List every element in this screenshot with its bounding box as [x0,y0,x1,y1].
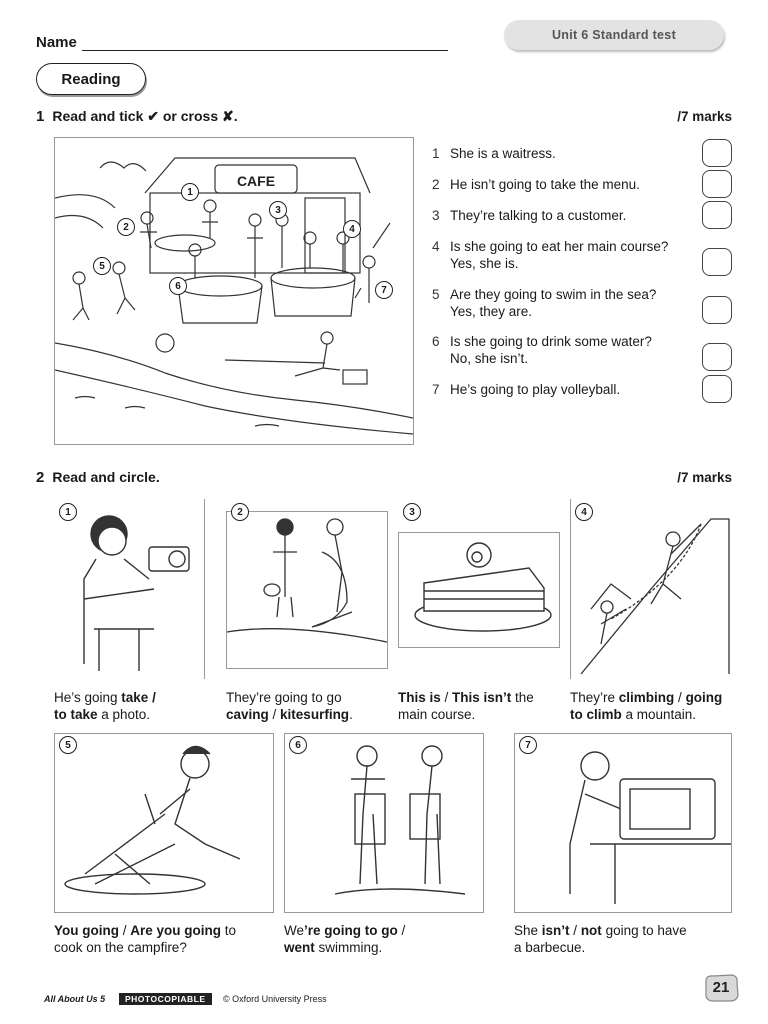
q1-item [432,207,702,224]
q1-heading [36,108,238,126]
caption-text: We [284,923,305,938]
wet-girls-picture [284,733,484,913]
tick-box-6[interactable] [702,343,732,371]
caption-text: / [118,923,131,938]
page-number: 21 [712,979,730,996]
choice-option[interactable]: to climb [570,707,622,722]
scene-callout-3: 3 [269,201,287,219]
q2-heading [36,469,160,487]
q1-item-answer: No, she isn’t. [450,351,529,366]
choice-option[interactable]: climbing [618,690,675,705]
unit-badge: Unit 6 Standard test [504,20,724,50]
q1-item [432,333,702,367]
q1-item-number: 4 [432,239,440,254]
beach-scene-drawing [55,138,413,444]
choice-option[interactable]: going [685,690,723,705]
caption-text: / [440,690,453,705]
page-number-badge [702,973,740,1003]
q1-item-number: 2 [432,177,440,192]
tick-box-4[interactable] [702,248,732,276]
caption-text: They’re [570,690,619,705]
q2-marks: /7 marks [677,470,732,485]
beach-pair-drawing [227,512,387,668]
q2-caption-7 [514,922,730,956]
publisher-credit: © Oxford University Press [223,994,327,1004]
name-line [82,50,448,51]
q2-caption-4 [570,689,750,723]
girls-towels-drawing [285,734,483,912]
choice-option[interactable]: ’re going to go [304,923,398,938]
caption-text: / [569,923,581,938]
scene-callout-2: 2 [117,218,135,236]
caption-text: a mountain. [621,707,697,722]
q2-caption-5 [54,922,264,956]
caption-text: cook on the campfire? [54,940,187,955]
choice-option[interactable]: caving [226,707,269,722]
beach-cafe-illustration [54,137,414,445]
q1-marks: /7 marks [677,109,732,124]
q1-item-number: 7 [432,382,440,397]
q2-number: 2 [36,469,45,486]
choice-option[interactable]: isn’t [541,923,570,938]
name-label: Name [36,34,77,51]
q1-item-number: 5 [432,287,440,302]
tick-box-7[interactable] [702,375,732,403]
caption-text: He’s going [54,690,122,705]
q1-item-number: 3 [432,208,440,223]
q2-pic-number-1: 1 [59,503,77,521]
caption-text: going to have [601,923,687,938]
choice-option[interactable]: This isn’t [452,690,512,705]
choice-option[interactable]: Are you going [130,923,221,938]
q1-number: 1 [36,108,45,125]
q1-item [432,176,702,193]
q2-caption-1 [54,689,219,723]
caption-text: She [514,923,542,938]
q1-item-number: 1 [432,146,440,161]
scene-callout-6: 6 [169,277,187,295]
caption-text: a photo. [97,707,151,722]
q1-item-text: They’re talking to a customer. [450,208,627,223]
q2-instruction: Read and circle. [52,469,160,485]
scene-callout-5: 5 [93,257,111,275]
cake-drawing [399,533,559,647]
q1-item-text: Are they going to swim in the sea? [450,287,657,302]
caption-text: swimming. [314,940,383,955]
beach-kitesurfing-picture [226,511,388,669]
campfire-picture [54,733,274,913]
tick-box-1[interactable] [702,139,732,167]
photocopiable-badge: PHOTOCOPIABLE [119,993,212,1005]
q2-caption-3 [398,689,563,723]
caption-text: / [397,923,406,938]
mountain-climbing-picture [570,499,731,679]
choice-option[interactable]: to take [54,707,98,722]
section-pill: Reading [36,63,146,95]
caption-text: main course. [398,707,476,722]
q1-instruction: Read and tick ✔ or cross ✘. [52,108,238,124]
q1-item [432,381,702,398]
caption-text: They’re going to go [226,690,342,705]
choice-option[interactable]: take / [121,690,156,705]
oven-picture [514,733,732,913]
scene-callout-1: 1 [181,183,199,201]
q1-item-answer: Yes, she is. [450,256,519,271]
scene-callout-4: 4 [343,220,361,238]
caption-text: to [221,923,237,938]
caption-text: a barbecue. [514,940,586,955]
choice-option[interactable]: You going [54,923,119,938]
girl-oven-drawing [515,734,731,912]
q1-item [432,145,702,162]
scene-callout-7: 7 [375,281,393,299]
q1-item [432,238,702,272]
series-title: All About Us 5 [44,994,106,1004]
boy-camera-drawing [54,499,204,679]
cafe-sign: CAFE [236,173,276,189]
photo-boy-camera-picture [54,499,205,679]
caption-text: . [349,707,353,722]
q1-item [432,286,702,320]
caption-text: / [674,690,686,705]
q1-item-text: Is she going to eat her main course? [450,239,669,254]
q2-pic-number-4: 4 [575,503,593,521]
choice-option[interactable]: kitesurfing [280,707,350,722]
q1-item-answer: Yes, they are. [450,304,533,319]
choice-option[interactable]: not [580,923,602,938]
q2-pic-number-5: 5 [59,736,77,754]
cake-picture [398,532,560,648]
tick-box-3[interactable] [702,201,732,229]
caption-text: / [268,707,281,722]
q2-caption-6 [284,922,484,956]
q1-item-number: 6 [432,334,440,349]
q2-caption-2 [226,689,391,723]
q2-pic-number-6: 6 [289,736,307,754]
tick-box-5[interactable] [702,296,732,324]
caption-text: the [511,690,534,705]
q2-pic-number-3: 3 [403,503,421,521]
q1-item-text: She is a waitress. [450,146,556,161]
campfire-drawing [55,734,273,912]
q1-item-text: He’s going to play volleyball. [450,382,621,397]
climbers-drawing [571,499,731,679]
q1-item-text: He isn’t going to take the menu. [450,177,640,192]
q1-item-text: Is she going to drink some water? [450,334,652,349]
choice-option[interactable]: went [284,940,315,955]
tick-box-2[interactable] [702,170,732,198]
q2-pic-number-7: 7 [519,736,537,754]
choice-option[interactable]: This is [398,690,441,705]
q2-pic-number-2: 2 [231,503,249,521]
